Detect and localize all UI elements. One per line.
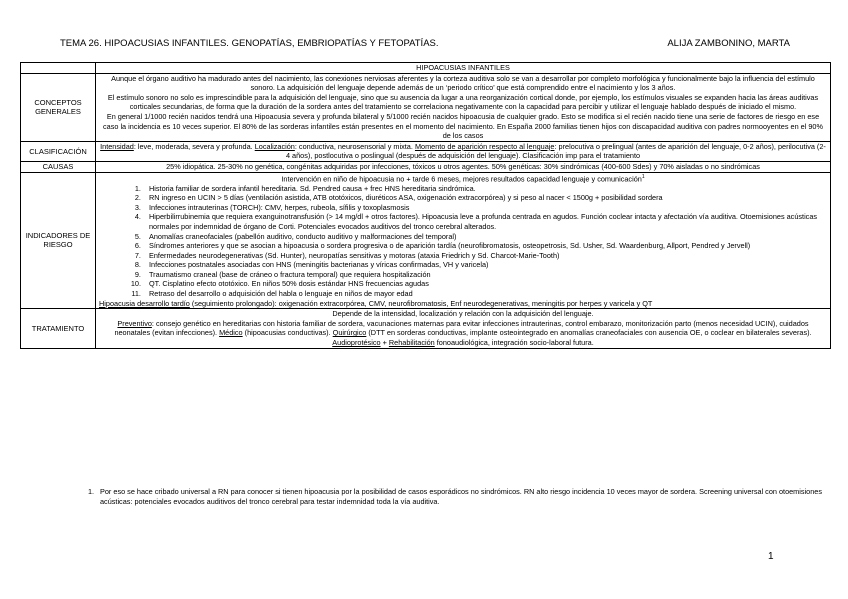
medico-label: Médico — [219, 328, 243, 338]
indicadores-intro — [99, 173, 827, 184]
intensidad-text: : leve, moderada, severa y profunda. — [133, 141, 255, 151]
risk-factor-item: 3. Infecciones intrauterinas (TORCH): CMV, herpes, rubeola, sífilis y toxoplasmosis — [143, 203, 827, 213]
momento-label: Momento de aparición respecto al lenguaje — [414, 141, 555, 151]
page-header — [60, 38, 790, 52]
footnote-marker: 1 — [641, 173, 645, 180]
audioprotesico-label: Audioprotésico — [332, 338, 381, 348]
row-content-conceptos — [96, 73, 831, 141]
page-number: 1 — [768, 551, 774, 562]
risk-factor-item: 9. Traumatismo craneal (base de cráneo o fractura temporal) que requiera hospitalización — [143, 270, 827, 280]
plus-sign: + — [380, 338, 389, 348]
localizacion-text: : conductiva, neurosensorial y mixta. — [294, 141, 415, 151]
row-tratamiento — [21, 309, 831, 348]
footnote-text: Por eso se hace cribado universal a RN para conocer si tienen hipoacusia por la posibilidad de casos esporádicos no sindrómicos. RN alto riesgo incidencia 10 veces mayor de sordera. Screening universal con otoemisiones acústicas: potenciales evocados auditivos del tronco cerebral para testar indemnidad toda la vía auditiva. — [100, 487, 822, 506]
preventivo-label: Preventivo — [117, 318, 152, 328]
conceptos-paragraph-1: Aunque el órgano auditivo ha madurado antes del nacimiento, las conexiones nerviosas aferentes y la corteza auditiva solo se van a desarrollar por completo morfológica y funcionalmente bajo la influencia del estímulo sonoro. La adquisición del lenguaje depende además de un ‘periodo crítico’ que está comprendido entre el nacimiento y los 3 años. — [111, 73, 815, 93]
momento-text: : prelocutiva o prelingual (antes de aparición del lenguaje, 0-2 años), perilocutiva (2-4 años), postlocutiva o poslingual (después de adquisición del lenguaje). Clasificación imp para el tratamiento — [285, 141, 826, 161]
row-indicadores — [21, 172, 831, 309]
tardio-text: (seguimiento prolongado): oxigenación extracorpórea, CMV, neurofibromatosis, Enf neurodegenerativas, meningitis por herpes y varicela y QT — [189, 298, 653, 308]
row-content-tratamiento — [96, 309, 831, 348]
rehabilitacion-text: fonoaudiológica, integración socio-laboral futura. — [434, 338, 594, 348]
row-conceptos — [21, 73, 831, 141]
risk-factor-item: 2. RN ingreso en UCIN > 5 días (ventilación asistida, ATB ototóxicos, diuréticos ASA, oxigenación extracorpórea) y si peso al nacer < 1500g + posibilidad sordera — [143, 193, 827, 203]
tardio-label: Hipoacusia desarrollo tardío — [99, 298, 190, 308]
risk-factor-list — [99, 184, 827, 299]
row-content-clasificacion — [96, 141, 831, 161]
conceptos-paragraph-2: El estímulo sonoro no solo es imprescindible para la adquisición del lenguaje, sino que su ausencia da lugar a una reorganización cortical donde, por ejemplo, los estímulos visuales se expanden hacia las áreas auditivas corticales secundarias, de forma que la duración de la sordera antes del tratamiento se correlaciona negativamente con la capacidad para percibir y utilizar el lenguaje hablado después de iniciado el mismo. — [107, 92, 819, 112]
preventivo-text: : consejo genético en hereditarias con historia familiar de sordera, vacunaciones maternas para evitar infecciones intrauterinas, control embarazo, monitorización parto (menos necesidad UCIN), cuidados neonatales (evitan infecciones). — [114, 318, 809, 338]
intensidad-label: Intensidad — [100, 141, 134, 151]
risk-factor-item: 11. Retraso del desarrollo o adquisición del habla o lenguaje en niños de mayor edad — [143, 289, 827, 299]
row-label-tratamiento: TRATAMIENTO — [21, 309, 96, 348]
footnote — [88, 487, 825, 507]
tratamiento-detail — [99, 319, 827, 348]
table-corner-cell — [21, 63, 96, 74]
row-label-causas: CAUSAS — [21, 161, 96, 172]
row-content-indicadores — [96, 172, 831, 309]
row-clasificacion — [21, 141, 831, 161]
row-content-causas: 25% idiopática. 25-30% no genética, congénitas adquiridas por infecciones, tóxicos u otros agentes. 50% genéticas: 30% sindrómicas (400-600 Sdes) y 70% aisladas o no sindrómicas — [96, 161, 831, 172]
quirurgico-text: (DTT en sorderas conductivas, implante osteointegrado en anomalías craneofaciales con ausencia OE, o coclear en bilaterales severas). — [366, 328, 812, 338]
table-heading: HIPOACUSIAS INFANTILES — [96, 63, 831, 74]
footnote-number: 1. — [88, 487, 95, 496]
author-name: ALIJA ZAMBONINO, MARTA — [667, 38, 790, 49]
risk-factor-item: 10. QT. Cisplatino efecto ototóxico. En niños 50% dosis estándar HNS frecuencias agudas — [143, 279, 827, 289]
risk-factor-item: 7. Enfermedades neurodegenerativas (Sd. Hunter), neuropatías sensitivas y motoras (ataxia Friedrich y Sd. Charcot-Marie-Tooth) — [143, 251, 827, 261]
table-heading-row — [21, 63, 831, 74]
localizacion-label: Localización — [254, 141, 295, 151]
tardio-note — [99, 299, 827, 309]
row-label-conceptos: CONCEPTOS GENERALES — [21, 73, 96, 141]
tratamiento-intro: Depende de la intensidad, localización y relación con la adquisición del lenguaje. — [332, 309, 594, 319]
document-title: TEMA 26. HIPOACUSIAS INFANTILES. GENOPATÍAS, EMBRIOPATÍAS Y FETOPATÍAS. — [60, 38, 439, 49]
rehabilitacion-label: Rehabilitación — [388, 338, 435, 348]
summary-table — [20, 62, 831, 349]
risk-factor-item: 5. Anomalías craneofaciales (pabellón auditivo, conducto auditivo y malformaciones del temporal) — [143, 232, 827, 242]
quirurgico-label: Quirúrgico — [332, 328, 367, 338]
risk-factor-item: 6. Síndromes anteriores y que se asocian a hipoacusia o sordera progresiva o de aparición tardía (neurofibromatosis, osteopetrosis, Sd. Usher, Sd. Waardenburg, Allport, Pendred y Jervell) — [143, 241, 827, 251]
row-label-indicadores: INDICADORES DE RIESGO — [21, 172, 96, 309]
row-label-clasificacion: CLASIFICACIÓN — [21, 141, 96, 161]
indicadores-intro-text: Intervención en niño de hipoacusia no + tarde 6 meses, mejores resultados capacidad lenguaje y comunicación — [281, 173, 642, 183]
risk-factor-item: 1. Historia familiar de sordera infantil hereditaria. Sd. Pendred causa + frec HNS hereditaria sindrómica. — [143, 184, 827, 194]
risk-factor-item: 4. Hiperbilirrubinemia que requiera exanguinotransfusión (> 14 mg/dl + otros factores). Hipoacusia leve a profunda centrada en agudos. Función coclear intacta y afectación vía auditiva. Otoemisiones acústicas normales por indemnidad de órgano de Corti. Potenciales evocados auditivos del tronco cerebral alterados. — [143, 212, 827, 231]
conceptos-paragraph-3: En general 1/1000 recién nacidos tendrá una Hipoacusia severa y profunda bilateral y 5/1000 recién nacidos hipoacusia de cualquier grado. Esto se modifica si el recién nacido tiene una serie de factores de riesgo en ese caso la incidencia es 10 veces superior. El 80% de las sorderas infantiles están presentes en el momento del nacimiento. En España 2000 familias tienen hijos con discapacidad auditiva con padres normooyentes en el 90% de los casos — [103, 111, 823, 141]
medico-text: (hipoacusias conductivas). — [242, 328, 333, 338]
row-causas — [21, 161, 831, 172]
risk-factor-item: 8. Infecciones postnatales asociadas con HNS (meningitis bacterianas y víricas confirmadas, VH y varicela) — [143, 260, 827, 270]
